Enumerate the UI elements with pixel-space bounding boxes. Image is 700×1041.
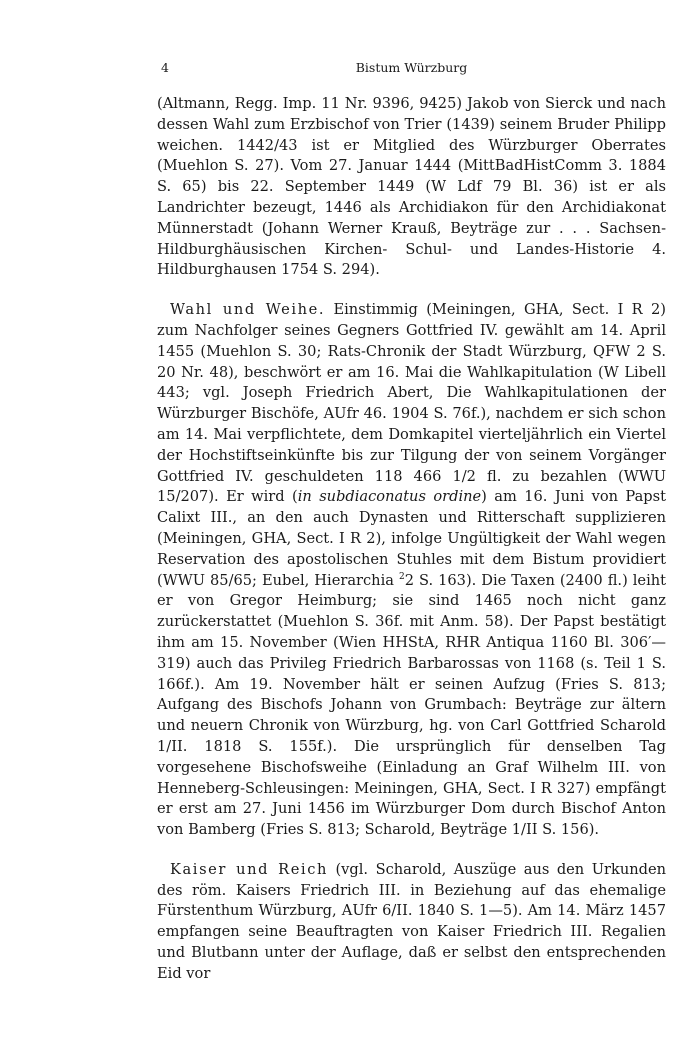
paragraph-continuation: [157, 94, 666, 281]
paragraph-text: (Altmann, Regg. Imp. 11 Nr. 9396, 9425) Jakob von Sierck und nach dessen Wahl zum Erzbischof von Trier (1439) seinem Bruder Philipp weichen. 1442/43 ist er Mitglied des Würzburger Oberrates (Muehlon S. 27). Vom 27. Januar 1444 (MittBadHistComm 3. 1884 S. 65) bis 22. September 1449 (W Ldf 79 Bl. 36) ist er als Landrichter bezeugt, 1446 als Archidiakon für den Archidiakonat Münnerstadt (Johann Werner Krauß, Beyträge zur . . . Sachsen-Hildburghäusischen Kirchen- Schul- und Landes-Historie 4. Hildburghausen 1754 S. 294).: [157, 95, 666, 279]
paragraph-wahl-und-weihe: [157, 300, 666, 841]
page-number: 4: [161, 60, 169, 75]
paragraph-kaiser-und-reich: [157, 860, 666, 985]
paragraph-text: (vgl. Scharold, Auszüge aus den Urkunden des röm. Kaisers Friedrich III. in Beziehung auf das ehemalige Fürstenthum Würzburg, AUfr 6/II. 1840 S. 1—5). Am 14. März 1457 empfangen seine Beauftragten von Kaiser Friedrich III. Regalien und Blutbann unter der Auflage, daß er selbst den entsprechenden Eid vor: [157, 860, 666, 982]
running-head: [157, 60, 666, 82]
body-text: [157, 94, 666, 985]
paragraph-text: 2 S. 163). Die Taxen (2400 fl.) leiht er von Gregor Heimburg; sie sind 1465 noch nicht ganz zurückerstattet (Muehlon S. 36f. mit Anm. 58). Der Papst bestätigt ihm am 15. November (Wien HHStA, RHR Antiqua 1160 Bl. 306′—319) auch das Privileg Friedrich Barbarossas von 1168 (s. Teil 1 S. 166f.). Am 19. November hält er seinen Aufzug (Fries S. 813; Aufgang des Bischofs Johann von Grumbach: Beyträge zur ältern und neuern Chronik von Würzburg, hg. von Carl Gottfried Scharold 1/II. 1818 S. 155f.). Die ursprünglich für denselben Tag vorgesehene Bischofsweihe (Einladung an Graf Wilhelm III. von Henneberg-Schleusingen: Meiningen, GHA, Sect. I R 327) empfängt er erst am 27. Juni 1456 im Würzburger Dom durch Bischof Anton von Bamberg (Fries S. 813; Scharold, Beyträge 1/II S. 156).: [157, 571, 667, 839]
paragraph-text: Einstimmig (Meiningen, GHA, Sect. I R 2) zum Nachfolger seines Gegners Gottfried IV. gewählt am 14. April 1455 (Muehlon S. 30; Rats-Chronik der Stadt Würzburg, QFW 2 S. 20 Nr. 48), beschwört er am 16. Mai die Wahlkapitulation (W Libell 443; vgl. Joseph Friedrich Abert, Die Wahlkapitulationen der Würzburger Bischöfe, AUfr 46. 1904 S. 76f.), nachdem er sich schon am 14. Mai verpflichtete, dem Domkapitel vierteljährlich ein Viertel der Hochstiftseinkünfte bis zur Tilgung der von seinem Vorgänger Gottfried IV. geschuldeten 118 466 1/2 fl. zu bezahlen (WWU 15/207). Er wird (: [157, 301, 666, 506]
italic-phrase: in subdiaconatus ordine: [297, 488, 482, 506]
paragraph-text: ) am 16. Juni von Papst Calixt III., an den auch Dynasten und Ritterschaft supplizieren (Meiningen, GHA, Sect. I R 2), infolge Ungültigkeit der Wahl wegen Reservation des apostolischen Stuhles mit dem Bistum providiert (WWU 85/65; Eubel, Hierarchia: [157, 488, 666, 589]
section-heading-wahl-und-weihe: Wahl und Weihe.: [170, 301, 326, 319]
document-page: [157, 0, 666, 985]
section-heading-kaiser-und-reich: Kaiser und Reich: [170, 860, 328, 878]
running-title: Bistum Würzburg: [355, 60, 468, 75]
edition-superscript: 2: [398, 571, 405, 582]
